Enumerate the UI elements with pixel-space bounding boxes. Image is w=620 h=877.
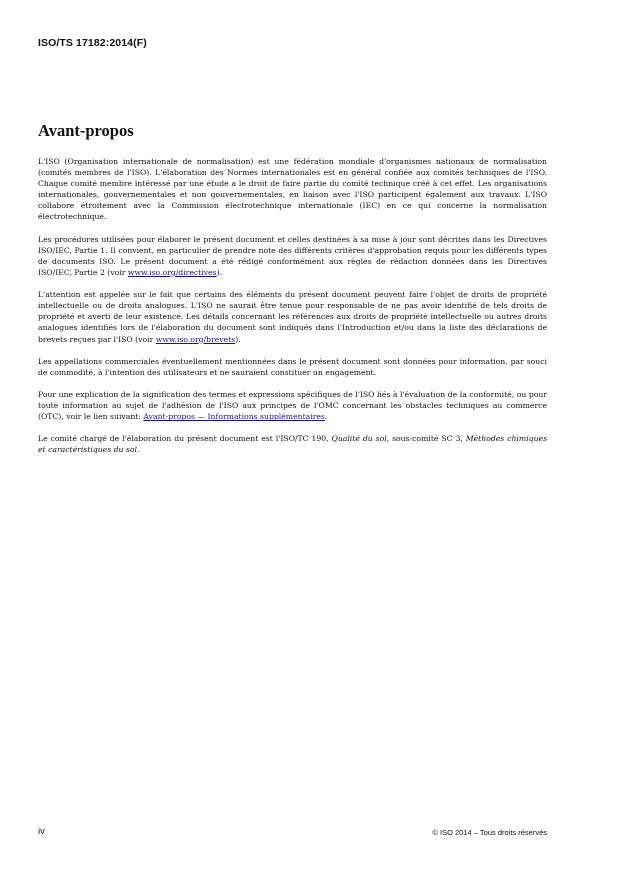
paragraph-text: Pour une explication de la signification des termes et expressions spécifiques de l'ISO liés à l'évaluation de la conformité, ou pour toute information au sujet de l'adhésion de l'ISO aux principes de l'OMC concernant les obstacles techniques au commerce (OTC), voir le lien suivant: (38, 389, 547, 422)
paragraph-patents (38, 289, 547, 344)
paragraph-text: . (136, 445, 140, 455)
foreword-body (38, 156, 547, 467)
paragraph-committee (38, 433, 547, 455)
paragraph-text: Les procédures utilisées pour élaborer le présent document et celles destinées à sa mise à jour sont décrites dans les Directives ISO/IEC, Partie 1. Il convient, en particulier de prendre note des différents critères d'approbation requis pour les différents types de documents ISO. Le présent document a été rédigé conformément aux règles de rédaction données dans les Directives ISO/IEC, Partie 2 (voir (38, 234, 547, 277)
page-title: Avant-propos (38, 121, 134, 140)
supplementary-info-link[interactable]: Avant-propos — Informations supplémentaires (143, 412, 325, 422)
directives-link[interactable]: www.iso.org/directives (127, 267, 217, 277)
committee-title: Qualité du sol (331, 434, 387, 444)
paragraph-trade-names: Les appellations commerciales éventuellement mentionnées dans le présent document sont données pour information, par souci de commodité, à l'intention des utilisateurs et ne sauraient constituer un engagement. (38, 356, 547, 377)
paragraph-text: Le comité chargé de l'élaboration du présent document est l'ISO/TC 190, (38, 434, 332, 444)
document-id: ISO/TS 17182:2014(F) (38, 37, 147, 49)
paragraph-text: ). (235, 334, 241, 344)
paragraph-text: ). (216, 267, 223, 277)
subcommittee-title: Méthodes chimiques et caractéristiques du sol (38, 434, 548, 455)
patents-link[interactable]: www.iso.org/brevets (155, 334, 236, 344)
paragraph-text: . (324, 412, 328, 422)
paragraph-text: L'attention est appelée sur le fait que certains des éléments du présent document peuvent faire l'objet de droits de propriété intellectuelle ou de droits analogues. L'ISO ne saurait être tenue pour responsable de ne pas avoir identifié de tels droits de propriété et averti de leur existence. Les détails concernant les références aux droits de propriété intellectuelle ou autres droits analogues identifiés lors de l'élaboration du document sont indiqués dans l'Introduction et/ou dans la liste des déclarations de brevets reçues par l'ISO (voir (38, 290, 547, 344)
page-number: iv (38, 826, 45, 837)
copyright-notice: © ISO 2014 – Tous droits réservés (432, 828, 547, 837)
paragraph-conformity (38, 389, 547, 422)
paragraph-procedures (38, 234, 547, 278)
paragraph-text: , sous-comité SC 3, (386, 434, 466, 444)
paragraph-iso-intro: L'ISO (Organisation internationale de normalisation) est une fédération mondiale d'organismes nationaux de normalisation (comités membres de l'ISO). L'élaboration des Normes internationales est en général confiée aux comités techniques de l'ISO. Chaque comité membre intéressé par une étude a le droit de faire partie du comité technique créé à cet effet. Les organisations internationales, gouvernementales et non gouvernementales, en liaison avec l'ISO participent également aux travaux. L'ISO collabore étroitement avec la Commission électrotechnique internationale (IEC) en ce qui concerne la normalisation électrotechnique. (38, 157, 547, 222)
